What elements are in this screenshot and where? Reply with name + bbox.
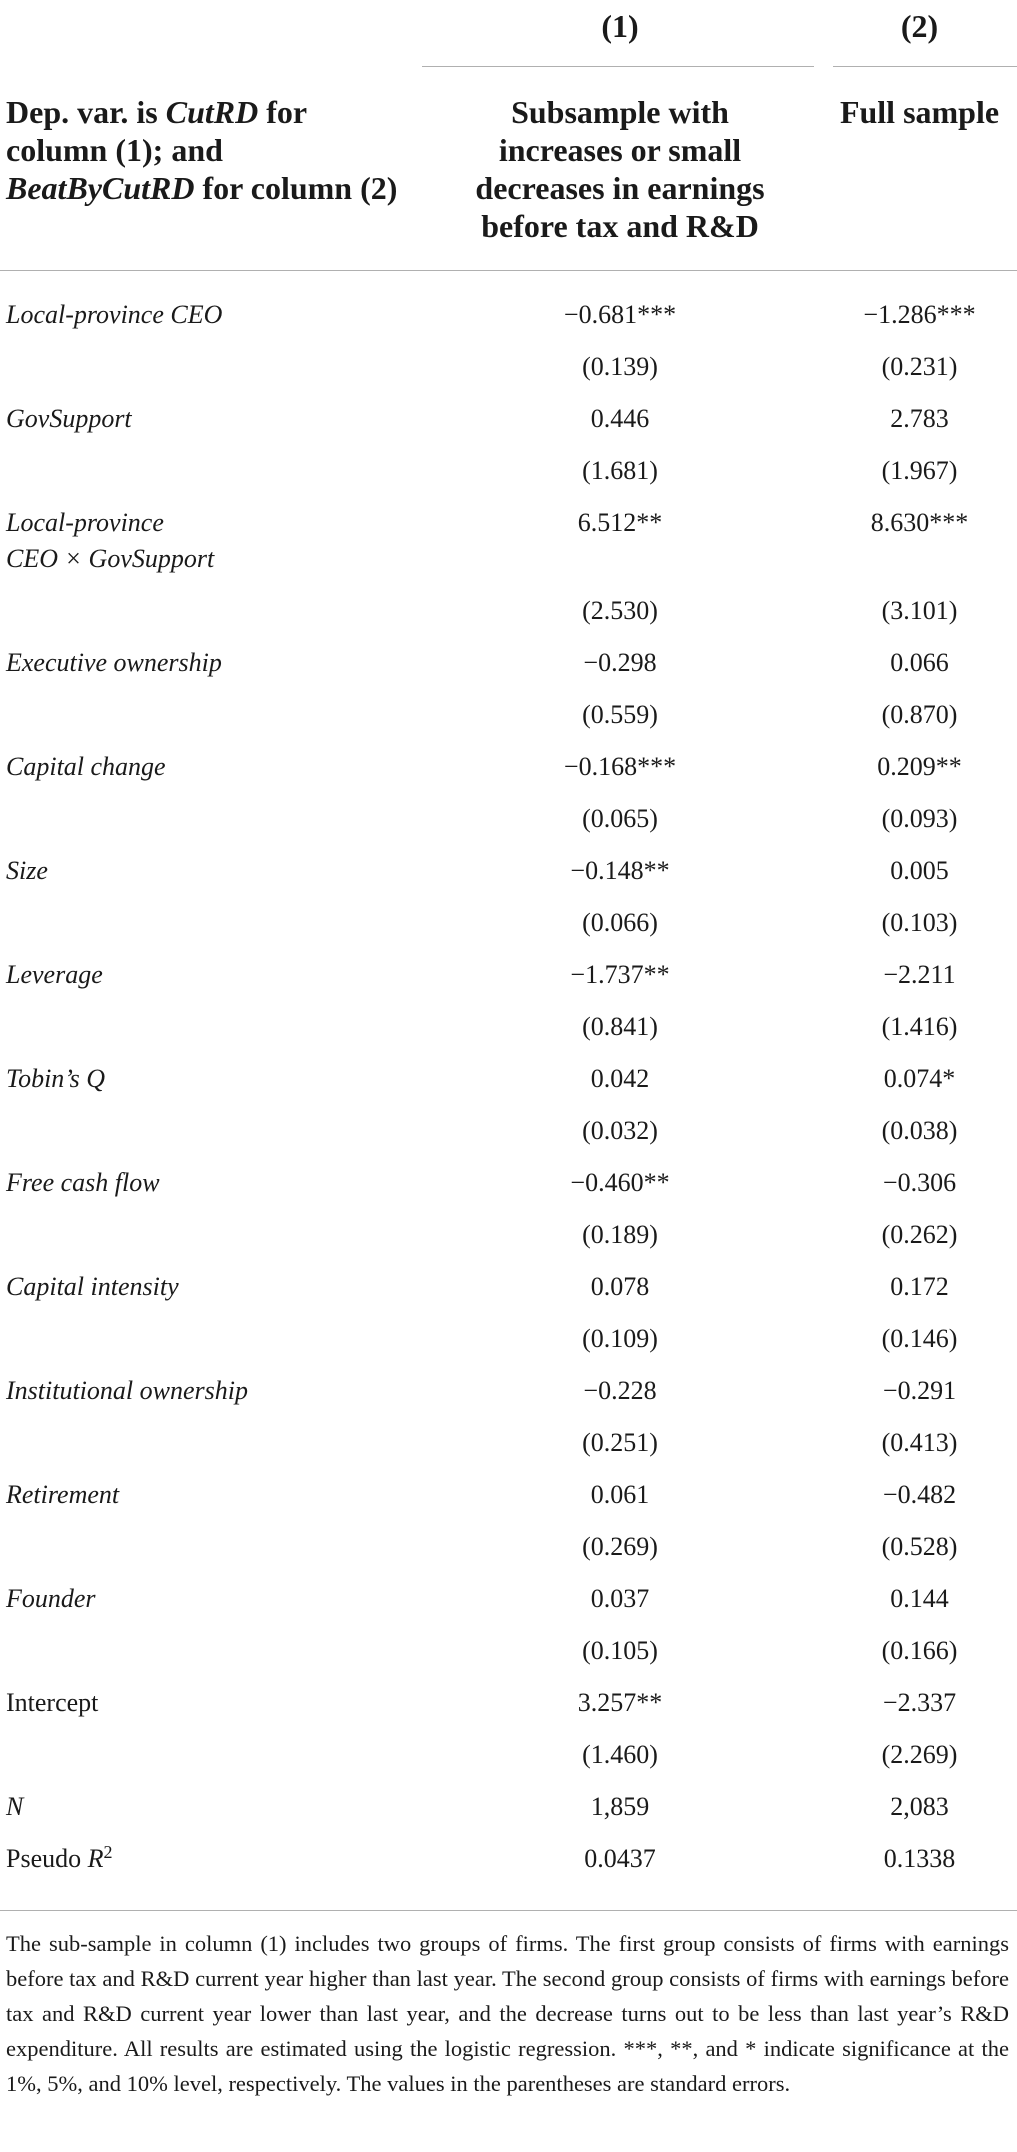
cell-column-1: −1.737** (570, 960, 670, 989)
table-row (0, 400, 1017, 452)
cell-column-1: (0.066) (582, 908, 658, 937)
cell-column-1: −0.148** (570, 856, 670, 885)
cell-column-1: (0.269) (582, 1532, 658, 1561)
cell-column-1: 0.061 (590, 1480, 650, 1509)
table-row-standard-error (0, 1320, 1017, 1372)
table-row-standard-error (0, 1424, 1017, 1476)
cell-column-2: (0.146) (881, 1324, 958, 1353)
table-row (0, 1788, 1017, 1840)
table-row (0, 1268, 1017, 1320)
cell-column-2: (0.093) (881, 804, 958, 833)
cell-column-2: 8.630*** (870, 508, 969, 537)
row-label: Leverage (6, 960, 103, 989)
cell-column-2: (0.870) (881, 700, 958, 729)
table-row (0, 1684, 1017, 1736)
row-label: Tobin’s Q (6, 1064, 105, 1093)
cell-column-1: (0.032) (582, 1116, 658, 1145)
table-row (0, 296, 1017, 348)
cell-column-1: (2.530) (582, 596, 658, 625)
cell-column-1: (0.065) (582, 804, 658, 833)
row-label: Intercept (6, 1688, 99, 1717)
cell-column-2: −0.306 (882, 1168, 957, 1197)
table-row (0, 956, 1017, 1008)
table-row-standard-error (0, 592, 1017, 644)
cell-column-1: 0.037 (590, 1584, 650, 1613)
column-1-number: (1) (601, 8, 639, 44)
cell-column-2: (0.166) (881, 1636, 958, 1665)
dep-var-beatbycutrd: BeatByCutRD (6, 170, 195, 206)
cell-column-2: (1.967) (881, 456, 958, 485)
table-row-standard-error (0, 1528, 1017, 1580)
column-1-spanner-rule (422, 66, 814, 67)
dependent-variable-header: Dep. var. is CutRD for column (1); and BeatByCutRD for column (2) (6, 94, 398, 206)
cell-column-1: (0.189) (582, 1220, 658, 1249)
cell-column-1: (0.105) (582, 1636, 658, 1665)
cell-column-2: (0.528) (881, 1532, 958, 1561)
cell-column-2: −2.337 (882, 1688, 957, 1717)
cell-column-2: 2.783 (890, 404, 949, 433)
table-row (0, 1060, 1017, 1112)
table-row (0, 1840, 1017, 1892)
header-bottom-rule (0, 270, 1017, 271)
table-row (0, 852, 1017, 904)
table-row-standard-error (0, 1216, 1017, 1268)
row-label: Executive ownership (6, 648, 222, 677)
cell-column-1: −0.228 (583, 1376, 657, 1405)
cell-column-2: 0.172 (890, 1272, 949, 1301)
table-row (0, 1476, 1017, 1528)
cell-column-1: 1,859 (590, 1792, 650, 1821)
cell-column-2: (0.413) (881, 1428, 958, 1457)
table-bottom-rule (0, 1910, 1017, 1911)
cell-column-1: 6.512** (577, 508, 663, 537)
row-label: Local-province (6, 508, 164, 537)
table-row-standard-error (0, 348, 1017, 400)
column-2-number: (2) (900, 8, 939, 44)
table-row-standard-error (0, 696, 1017, 748)
row-label: Founder (6, 1584, 96, 1613)
table-row-standard-error (0, 1632, 1017, 1684)
row-label: GovSupport (6, 404, 132, 433)
row-label: Capital change (6, 752, 166, 781)
cell-column-2: −0.482 (882, 1480, 957, 1509)
table-row-standard-error (0, 904, 1017, 956)
table-row (0, 1164, 1017, 1216)
row-label-continuation: CEO × GovSupport (6, 544, 215, 573)
table-row-standard-error (0, 1736, 1017, 1788)
table-row (0, 748, 1017, 800)
table-row (0, 1372, 1017, 1424)
cell-column-1: 0.078 (590, 1272, 650, 1301)
row-label: Size (6, 856, 48, 885)
cell-column-1: −0.460** (570, 1168, 670, 1197)
cell-column-1: (0.251) (582, 1428, 658, 1457)
cell-column-2: −0.291 (882, 1376, 957, 1405)
cell-column-2: (0.231) (881, 352, 958, 381)
cell-column-2: (0.038) (881, 1116, 958, 1145)
cell-column-1: (1.460) (582, 1740, 658, 1769)
table-row (0, 504, 1017, 573)
cell-column-2: 2,083 (890, 1792, 949, 1821)
row-label: Institutional ownership (6, 1376, 248, 1405)
cell-column-1: (0.139) (582, 352, 658, 381)
cell-column-2: (0.103) (881, 908, 958, 937)
row-label: N (6, 1792, 24, 1821)
cell-column-1: 0.0437 (584, 1844, 656, 1873)
row-label: Local-province CEO (6, 300, 223, 329)
cell-column-2: (2.269) (881, 1740, 958, 1769)
table-row-standard-error (0, 1112, 1017, 1164)
cell-column-2: −1.286*** (863, 300, 976, 329)
dep-var-cutrd: CutRD (165, 94, 259, 130)
cell-column-1: 3.257** (577, 1688, 663, 1717)
table-row-standard-error (0, 452, 1017, 504)
cell-column-1: −0.168*** (563, 752, 677, 781)
row-label: Retirement (6, 1480, 120, 1509)
cell-column-1: (1.681) (582, 456, 658, 485)
table-footnote: The sub-sample in column (1) includes two groups of firms. The first group consists of firms with earnings before tax and R&D current year higher than last year. The second group consists of firms with earnings before tax and R&D current year lower than last year, and the decrease turns out to be less than last year’s R&D expenditure. All results are estimated using the logistic regression. ***, **, and * indicate significance at the 1%, 5%, and 10% level, respectively. The values in the parentheses are standard errors. (6, 1931, 1009, 2096)
column-1-title: Subsample with increases or small decreases in earnings before tax and R&D (475, 94, 765, 244)
row-label: Capital intensity (6, 1272, 179, 1301)
cell-column-1: 0.446 (590, 404, 650, 433)
cell-column-2: (0.262) (881, 1220, 958, 1249)
cell-column-1: (0.559) (582, 700, 658, 729)
cell-column-2: 0.074* (883, 1064, 956, 1093)
row-label: Free cash flow (6, 1168, 160, 1197)
cell-column-1: (0.109) (582, 1324, 658, 1353)
table-row-standard-error (0, 1008, 1017, 1060)
cell-column-2: 0.144 (890, 1584, 949, 1613)
cell-column-1: −0.298 (583, 648, 657, 677)
cell-column-2: 0.066 (890, 648, 949, 677)
table-row (0, 1580, 1017, 1632)
row-label: Pseudo $R^2$ (6, 1842, 113, 1873)
cell-column-1: (0.841) (582, 1012, 658, 1041)
cell-column-2: −2.211 (883, 960, 956, 989)
cell-column-2: 0.209** (877, 752, 962, 781)
cell-column-2: 0.005 (890, 856, 949, 885)
cell-column-2: 0.1338 (883, 1844, 956, 1873)
column-2-spanner-rule (833, 66, 1017, 67)
cell-column-2: (3.101) (881, 596, 958, 625)
cell-column-1: −0.681*** (563, 300, 677, 329)
table-row (0, 644, 1017, 696)
cell-column-1: 0.042 (590, 1064, 650, 1093)
table-row-standard-error (0, 800, 1017, 852)
column-2-title: Full sample (839, 94, 1000, 130)
cell-column-2: (1.416) (881, 1012, 958, 1041)
